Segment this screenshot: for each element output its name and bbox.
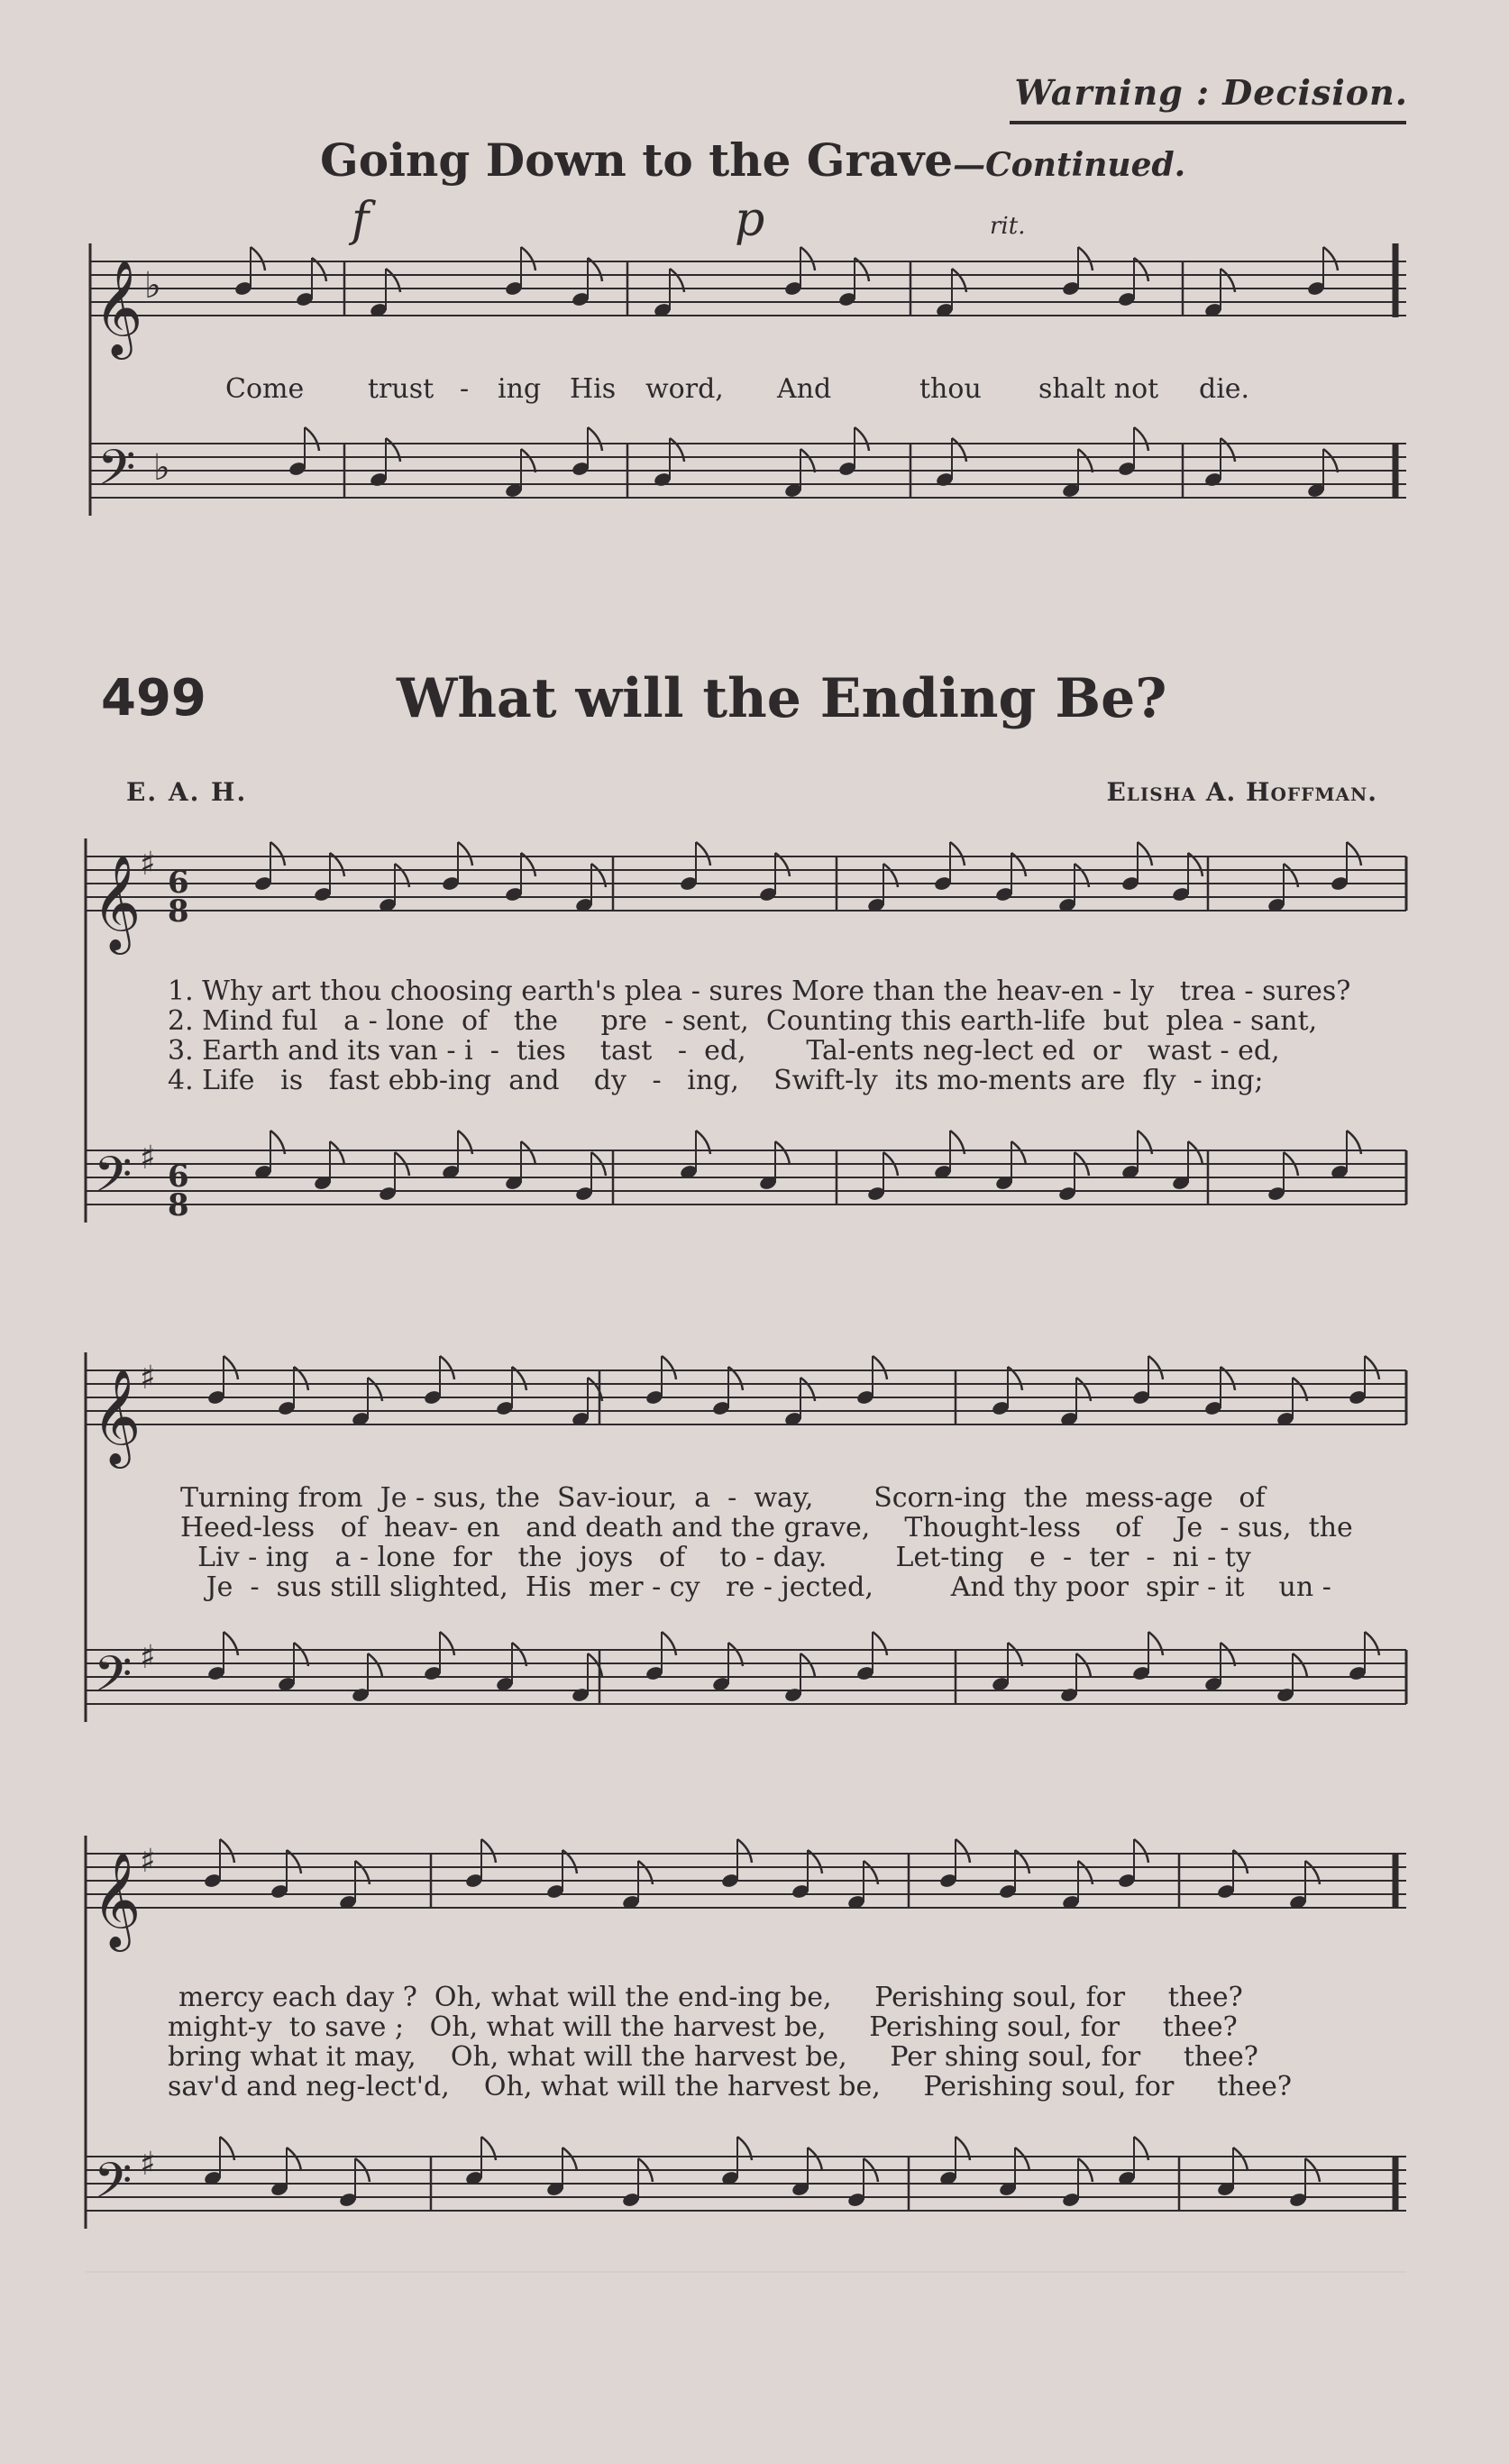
prev-bass-flag bbox=[800, 449, 815, 472]
s3-bass-clef: 𝄢 bbox=[94, 2152, 133, 2221]
dynamic-piano: p bbox=[735, 193, 765, 247]
s1-time-bottom: 8 bbox=[168, 893, 189, 930]
s1-key-signature-treble: ♯ bbox=[140, 845, 156, 883]
s1-bass-flag bbox=[1188, 1141, 1203, 1165]
prev-lyric-8: shalt not bbox=[1038, 373, 1159, 405]
dynamic-forte: f bbox=[352, 193, 370, 247]
s3-treble-clef: 𝄞 bbox=[92, 1851, 142, 1947]
s1-bass-time-top: 6 bbox=[168, 1159, 189, 1195]
sys3-verse-1: mercy each day ? Oh, what will the end-ing be, Perishing soul, for thee? bbox=[178, 1982, 1243, 2013]
prev-lyric-3: ing bbox=[498, 373, 542, 405]
s2-key-signature-bass: ♯ bbox=[140, 1638, 156, 1676]
s2-treble-flag bbox=[224, 1356, 238, 1379]
prev-bass-flag bbox=[1134, 427, 1148, 451]
sys2-verse-1: Turning from Je - sus, the Sav-iour, a - way, Scorn-ing the mess-age of bbox=[180, 1482, 1266, 1514]
s3-treble-flag bbox=[481, 1839, 496, 1863]
prev-treble-flag bbox=[1323, 247, 1338, 270]
prev-lyric-4: His bbox=[570, 373, 617, 405]
s3-treble-flag bbox=[737, 1839, 752, 1863]
s3-treble-flag bbox=[1134, 1839, 1148, 1863]
prev-bass-flag bbox=[521, 449, 535, 472]
prev-bass-clef: 𝄢 bbox=[97, 439, 136, 508]
s3-treble-flag bbox=[220, 1839, 234, 1863]
prev-lyric-1: trust bbox=[368, 373, 434, 405]
sys3-verse-2: might-y to save ; Oh, what will the harvest be, Perishing soul, for thee? bbox=[168, 2011, 1238, 2043]
s1-bass-flag bbox=[521, 1141, 535, 1165]
s1-treble-flag bbox=[270, 842, 285, 866]
s3-bass-flag bbox=[808, 2148, 822, 2171]
prev-key-signature-treble: ♭ bbox=[144, 264, 161, 307]
lyricist-credit: E. A. H. bbox=[126, 777, 248, 807]
s2-bass-flag bbox=[873, 1632, 887, 1655]
s2-treble-flag bbox=[1148, 1356, 1163, 1379]
prev-bass-flag bbox=[588, 427, 602, 451]
sys2-verse-3: Liv - ing a - lone for the joys of to - day. Let-ting e - ter - ni - ty bbox=[180, 1542, 1251, 1573]
s3-bass-flag bbox=[287, 2148, 301, 2171]
hymn-title: What will the Ending Be? bbox=[397, 667, 1167, 730]
prev-bass-flag bbox=[1323, 449, 1338, 472]
s1-treble-flag bbox=[696, 842, 710, 866]
s1-treble-flag bbox=[1347, 842, 1361, 866]
prev-bass-flag bbox=[305, 427, 319, 451]
s3-bass-flag bbox=[562, 2148, 577, 2171]
s1-treble-flag bbox=[950, 842, 965, 866]
s2-treble-flag bbox=[873, 1356, 887, 1379]
s2-treble-clef: 𝄞 bbox=[92, 1368, 142, 1464]
prev-lyric-6: And bbox=[777, 373, 832, 405]
prev-treble-clef: 𝄞 bbox=[94, 259, 143, 355]
sys2-verse-2: Heed-less of heav- en and death and the grave, Thought-less of Je - sus, the bbox=[180, 1512, 1353, 1543]
s2-treble-flag bbox=[440, 1356, 454, 1379]
previous-hymn-title-text: Going Down to the Grave bbox=[320, 133, 954, 187]
prev-key-signature-bass: ♭ bbox=[153, 446, 170, 489]
prev-treble-flag bbox=[251, 247, 265, 270]
sys3-verse-3: bring what it may, Oh, what will the harvest be, Per shing soul, for thee? bbox=[168, 2041, 1258, 2073]
sys1-verse-4: 4. Life is fast ebb-ing and dy - ing, Swift-ly its mo-ments are fly - ing; bbox=[168, 1065, 1264, 1096]
prev-bass-flag bbox=[1078, 449, 1093, 472]
s1-bass-flag bbox=[330, 1141, 344, 1165]
ritardando-mark: rit. bbox=[990, 213, 1026, 240]
s1-treble-flag bbox=[458, 842, 472, 866]
prev-bass-flag bbox=[855, 427, 869, 451]
prev-lyric-5: word, bbox=[645, 373, 724, 405]
s2-bass-clef: 𝄢 bbox=[94, 1645, 133, 1715]
s1-bass-clef: 𝄢 bbox=[94, 1146, 133, 1215]
prev-bass-flag bbox=[386, 438, 400, 462]
s2-bass-flag bbox=[368, 1653, 382, 1677]
s2-bass-flag bbox=[440, 1632, 454, 1655]
s2-bass-flag bbox=[1076, 1653, 1091, 1677]
sys3-verse-4: sav'd and neg-lect'd, Oh, what will the harvest be, Perishing soul, for thee? bbox=[168, 2071, 1292, 2102]
s3-treble-flag bbox=[956, 1839, 970, 1863]
s2-key-signature-treble: ♯ bbox=[140, 1359, 156, 1397]
s1-treble-flag bbox=[1138, 842, 1152, 866]
s3-bass-flag bbox=[1015, 2148, 1029, 2171]
s2-treble-flag bbox=[662, 1356, 676, 1379]
s2-bass-flag bbox=[800, 1653, 815, 1677]
s1-bass-flag bbox=[1011, 1141, 1026, 1165]
prev-bass-flag bbox=[670, 438, 684, 462]
s2-bass-flag bbox=[224, 1632, 238, 1655]
s3-key-signature-treble: ♯ bbox=[140, 1842, 156, 1880]
s3-bass-flag bbox=[1233, 2148, 1248, 2171]
prev-lyric-0: Come bbox=[225, 373, 305, 405]
s1-key-signature-bass: ♯ bbox=[140, 1139, 156, 1177]
s2-bass-flag bbox=[1293, 1653, 1307, 1677]
prev-bass-flag bbox=[952, 438, 966, 462]
prev-bass-flag bbox=[1221, 438, 1235, 462]
prev-lyric-9: die. bbox=[1199, 373, 1250, 405]
sys2-verse-4: Je - sus still slighted, His mer - cy re - jected, And thy poor spir - it un - bbox=[180, 1571, 1331, 1603]
prev-treble-flag bbox=[521, 247, 535, 270]
section-heading: Warning : Decision. bbox=[1014, 72, 1408, 113]
continued-label: —Continued. bbox=[953, 146, 1186, 184]
sys1-verse-1: 1. Why art thou choosing earth's plea - sures More than the heav-en - ly trea - sures? bbox=[168, 976, 1351, 1007]
s2-treble-flag bbox=[1365, 1356, 1379, 1379]
prev-lyric-7: thou bbox=[919, 373, 982, 405]
prev-treble-flag bbox=[1078, 247, 1093, 270]
s2-bass-flag bbox=[662, 1632, 676, 1655]
hymn-number: 499 bbox=[101, 669, 206, 728]
s1-bass-flag bbox=[775, 1141, 790, 1165]
s1-time-top: 6 bbox=[168, 865, 189, 901]
prev-treble-flag bbox=[800, 247, 815, 270]
prev-lyric-2: - bbox=[460, 373, 470, 405]
composer-credit: Elisha A. Hoffman. bbox=[1106, 777, 1377, 807]
sys1-verse-3: 3. Earth and its van - i - ties tast - ed, Tal-ents neg-lect ed or wast - ed, bbox=[168, 1035, 1280, 1067]
s2-bass-flag bbox=[1365, 1632, 1379, 1655]
s2-bass-flag bbox=[1148, 1632, 1163, 1655]
s1-treble-clef: 𝄞 bbox=[92, 854, 142, 950]
sys1-verse-2: 2. Mind ful a - lone of the pre - sent, Counting this earth-life but plea - sant, bbox=[168, 1005, 1318, 1037]
s3-key-signature-bass: ♯ bbox=[140, 2145, 156, 2183]
s1-bass-time-bottom: 8 bbox=[168, 1187, 189, 1223]
